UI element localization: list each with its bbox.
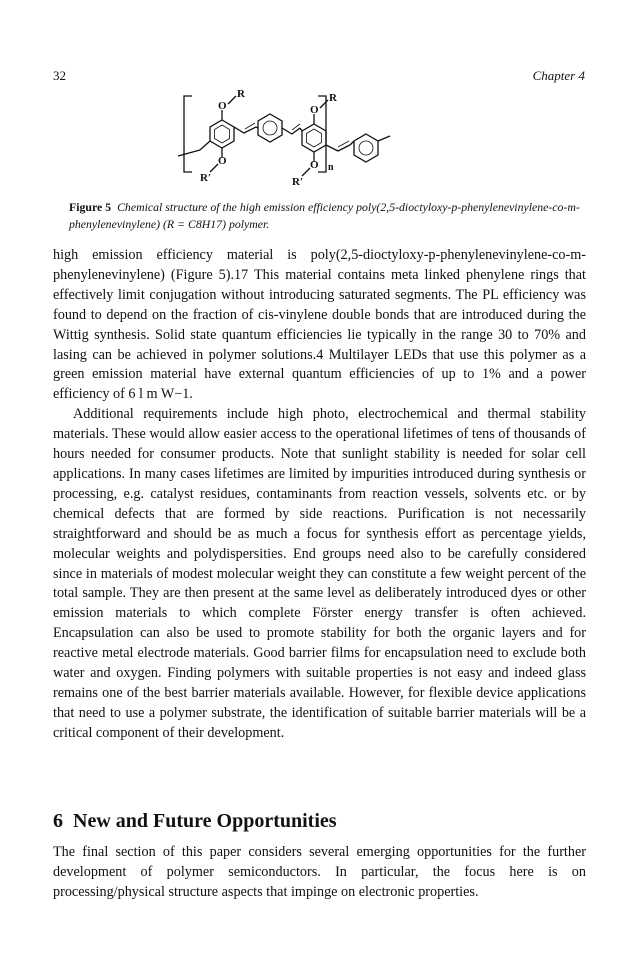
section-number: 6 bbox=[53, 810, 63, 832]
left-bracket bbox=[184, 96, 192, 172]
right-bracket bbox=[318, 96, 326, 172]
chain-entry-bond bbox=[178, 150, 200, 156]
r-label-left-top: R bbox=[237, 88, 245, 100]
chemical-structure-figure bbox=[170, 84, 470, 190]
running-head: Chapter 4 bbox=[532, 68, 585, 83]
chain-exit-bond bbox=[378, 136, 390, 141]
r-label-right-top: R bbox=[329, 92, 337, 104]
paragraph-1: high emission efficiency material is poly(2,5-dioctyloxy-p-phenylenevinylene-co-m-phenylenevinylene) (Figure 5).17 This material contains meta linked phenylene rings that effectively limit conjugation without introducing saturated segments. The PL efficiency was found to depend on the fraction of cis-vinylene double bonds that are introduced during the Wittig synthesis. Solid state quantum efficiencies lie typically in the range 30 to 70% and lasing can be achieved in polymer solutions.4 Multilayer LEDs that use this polymer as a green emission material have external quantum efficiencies of up to 1% and a power efficiency of 6 l m W−1. bbox=[53, 247, 586, 403]
page-number: 32 bbox=[53, 68, 66, 83]
o-label-right-top: O bbox=[310, 104, 319, 116]
chemical-structure-svg bbox=[170, 84, 470, 190]
r-bond-right-top bbox=[320, 100, 328, 108]
o-label-left-top: O bbox=[218, 100, 227, 112]
r-bond-left-top bbox=[228, 96, 236, 104]
figure-caption bbox=[69, 199, 589, 233]
o-label-left-bottom: O bbox=[218, 155, 227, 167]
repeat-n-label: n bbox=[328, 162, 334, 173]
r-label-left-bottom: R′ bbox=[200, 172, 212, 184]
section-title: New and Future Opportunities bbox=[73, 810, 337, 832]
body-text bbox=[53, 246, 586, 744]
figure-label: Figure 5 bbox=[69, 200, 112, 214]
figure-caption-text: Chemical structure of the high emission efficiency poly(2,5-dioctyloxy-p-phenylenevinylene-co-m-phenylenevinylene) (R = C8H17) polymer. bbox=[69, 200, 580, 231]
ring-2 bbox=[258, 114, 282, 142]
ring-3 bbox=[302, 124, 326, 152]
section-paragraph: The final section of this paper considers several emerging opportunities for the further development of polymer semiconductors. In particular, the focus here is on processing/physical structure aspects that impinge on electronic properties. bbox=[53, 844, 586, 900]
paragraph-2: Additional requirements include high photo, electrochemical and thermal stability materials. These would allow easier access to the operational lifetimes of tens of thousands of hours needed for consumer products. Note that sunlight stability is needed for solar cell applications. In many cases lifetimes are limited by impurities introduced during synthesis or processing, e.g. catalyst residues, contaminants from reaction vessels, solvents etc. or by chemical defects that are formed by side reactions. Purification is not necessarily straightforward and should be as much a focus for synthesis effort as percentage yields, molecular weights and polydispersities. End groups need also to be carefully considered since in materials of modest molecular weight they can constitute a few weight percent of the total sample. They are then present at the same level as deliberately introduced dyes or other emission materials to which complete Förster energy transfer is often achieved. Encapsulation can also be used to promote stability for both the organic layers and for reactive metal electrode materials. Good barrier films for encapsulation need to exclude both water and oxygen. Finding polymers with suitable properties is not easy and indeed glass remains one of the best barrier materials available. However, for flexible device applications that need to use a polymer substrate, the identification of suitable barrier materials will be a critical component of their development. bbox=[53, 406, 586, 741]
r-label-right-bottom: R′ bbox=[292, 176, 304, 188]
o-label-right-bottom: O bbox=[310, 159, 319, 171]
ring-terminal bbox=[354, 134, 378, 162]
section-body bbox=[53, 843, 586, 903]
r-bond-right-bottom bbox=[302, 168, 310, 176]
ring-1 bbox=[210, 120, 234, 148]
r-bond-left-bottom bbox=[210, 164, 218, 172]
section-heading bbox=[53, 810, 337, 833]
